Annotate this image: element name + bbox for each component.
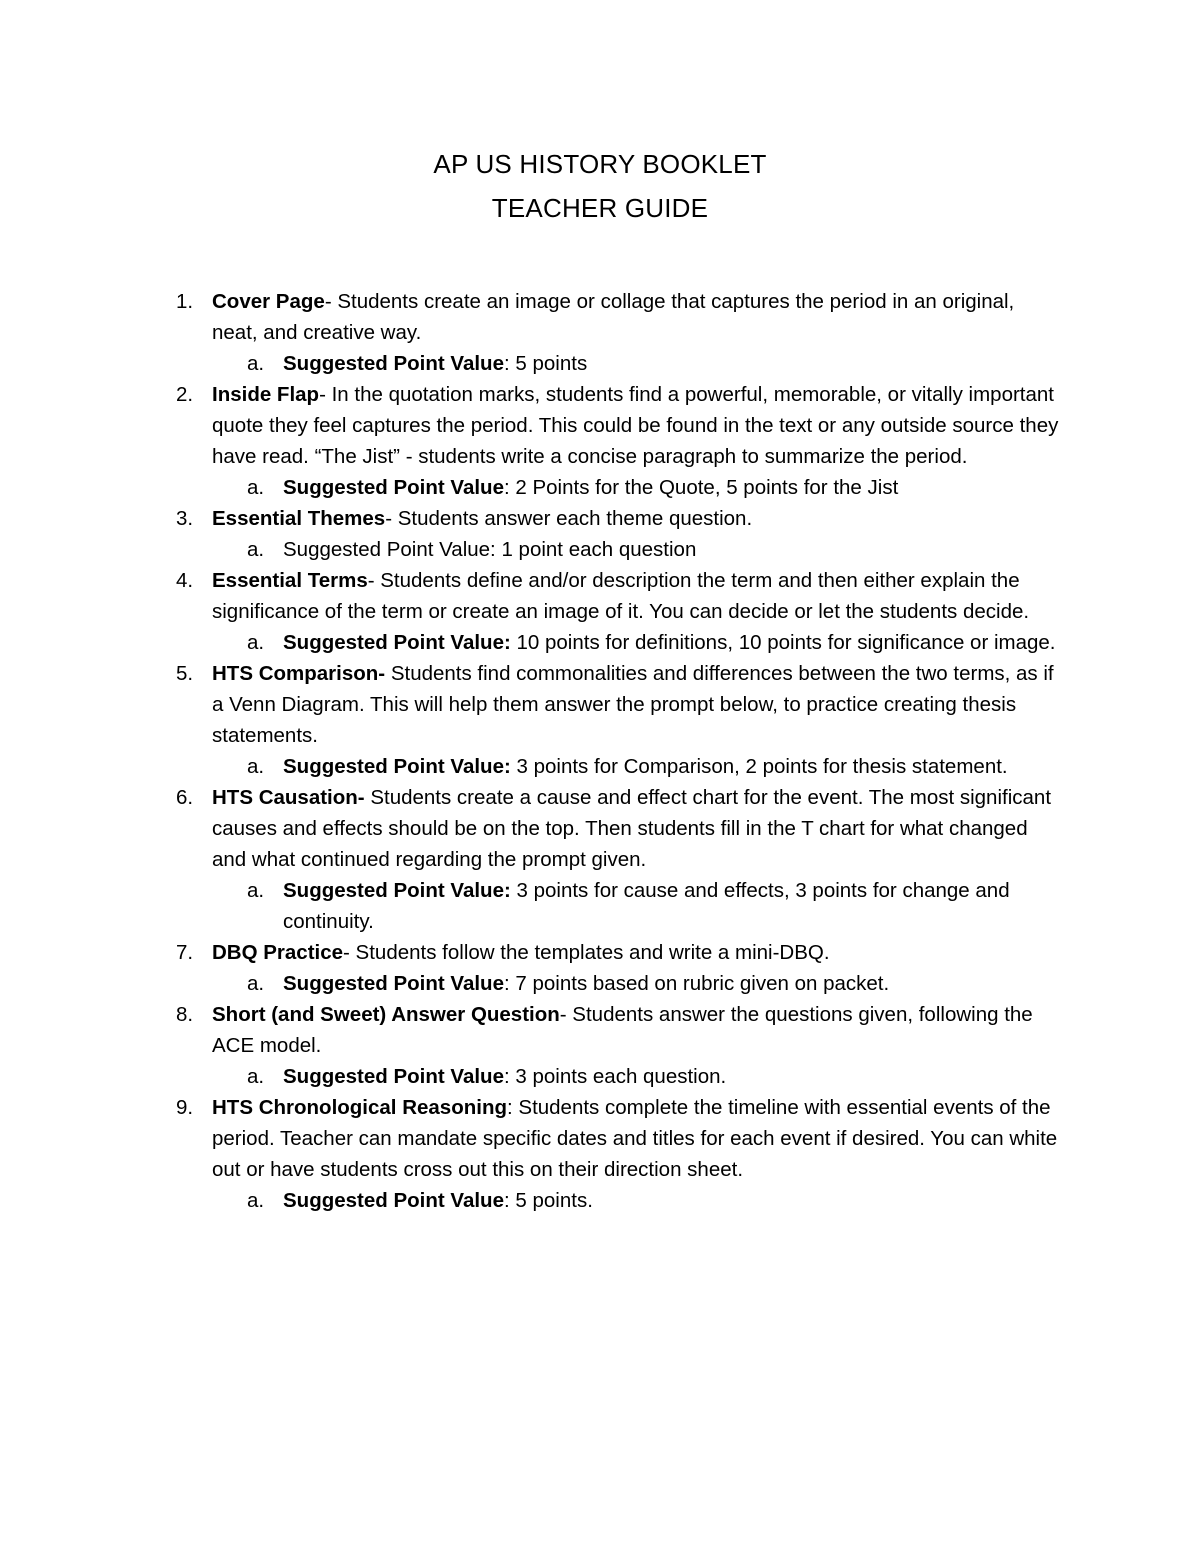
item-number: 4. [176, 569, 194, 592]
point-value-label: Suggested Point Value [283, 1065, 504, 1088]
item-number: 8. [176, 1003, 194, 1026]
item-number: 9. [176, 1096, 194, 1119]
point-value-label: Suggested Point Value: [283, 631, 511, 654]
item-description: - Students create an image or collage that captures the period in an original, neat, and creative way. [212, 290, 1015, 344]
item-term: HTS Chronological Reasoning [212, 1096, 507, 1119]
point-value-label: Suggested Point Value: [283, 879, 511, 902]
point-value-text: : 3 points each question. [504, 1065, 727, 1088]
item-term: Cover Page [212, 290, 325, 313]
point-value-label: Suggested Point Value [283, 972, 504, 995]
item-description: : Students complete the timeline with essential events of the period. Teacher can mandate specific dates and titles for each event if desired. You can white out or have students cross out this on their direction sheet. [212, 1096, 1058, 1181]
list-item [0, 1092, 1062, 1185]
point-value-label: Suggested Point Value [283, 476, 504, 499]
document-header [0, 142, 1200, 230]
list-item [0, 503, 1062, 534]
sub-item [0, 1061, 1063, 1092]
point-value-label: Suggested Point Value [283, 352, 504, 375]
item-description: - Students follow the templates and write a mini-DBQ. [343, 941, 830, 964]
item-term: HTS Comparison- [212, 662, 386, 685]
sub-item-letter: a. [247, 972, 265, 995]
list-item [0, 999, 1062, 1061]
point-value-text: : 7 points based on rubric given on packet. [504, 972, 890, 995]
point-value-text: Suggested Point Value: 1 point each question [283, 538, 697, 561]
sub-item-letter: a. [247, 1189, 265, 1212]
sub-item [0, 534, 1063, 565]
list-item [0, 565, 1062, 627]
list-item [0, 937, 1062, 968]
item-description: Students create a cause and effect chart for the event. The most significant causes and effects should be on the top. Then students fill in the T chart for what changed and what continued regarding the prompt given. [212, 786, 1052, 871]
item-number: 6. [176, 786, 194, 809]
sub-item [0, 1185, 1063, 1216]
sub-item [0, 751, 1063, 782]
list-item [0, 286, 1062, 348]
item-term: Inside Flap [212, 383, 320, 406]
item-number: 5. [176, 662, 194, 685]
item-number: 7. [176, 941, 194, 964]
point-value-text: 3 points for cause and effects, 3 points for change and continuity. [283, 879, 1010, 933]
sub-item-letter: a. [247, 631, 265, 654]
list-item [0, 782, 1062, 875]
list-item [0, 379, 1062, 472]
point-value-text: 3 points for Comparison, 2 points for thesis statement. [510, 755, 1008, 778]
sub-item-letter: a. [247, 1065, 265, 1088]
item-number: 2. [176, 383, 194, 406]
point-value-text: : 5 points [504, 352, 588, 375]
document-title: AP US HISTORY BOOKLET [433, 149, 767, 179]
sub-item-letter: a. [247, 352, 265, 375]
item-term: HTS Causation- [212, 786, 365, 809]
item-term: Essential Themes [212, 507, 386, 530]
item-description: Students find commonalities and differences between the two terms, as if a Venn Diagram. This will help them answer the prompt below, to practice creating thesis statements. [212, 662, 1054, 747]
item-description: - Students answer each theme question. [385, 507, 753, 530]
document-subtitle: TEACHER GUIDE [491, 193, 709, 223]
item-number: 3. [176, 507, 194, 530]
item-description: - In the quotation marks, students find a powerful, memorable, or vitally important quote they feel captures the period. This could be found in the text or any outside source they have read. “The Jist” - students write a concise paragraph to summarize the period. [212, 383, 1059, 468]
point-value-text: : 5 points. [504, 1189, 593, 1212]
sub-item-letter: a. [247, 538, 265, 561]
sub-item-letter: a. [247, 755, 265, 778]
sub-item [0, 968, 1063, 999]
item-description: - Students define and/or description the term and then either explain the significance of the term or create an image of it. You can decide or let the students decide. [212, 569, 1030, 623]
point-value-label: Suggested Point Value: [283, 755, 511, 778]
item-number: 1. [176, 290, 194, 313]
sub-item [0, 627, 1063, 658]
item-term: Essential Terms [212, 569, 368, 592]
point-value-text: : 2 Points for the Quote, 5 points for the Jist [504, 476, 899, 499]
item-term: DBQ Practice [212, 941, 344, 964]
sub-item [0, 472, 1063, 503]
guide-list [0, 286, 1200, 1216]
list-item [0, 658, 1062, 751]
item-term: Short (and Sweet) Answer Question [212, 1003, 560, 1026]
sub-item-letter: a. [247, 476, 265, 499]
point-value-text: 10 points for definitions, 10 points for significance or image. [510, 631, 1056, 654]
sub-item-letter: a. [247, 879, 265, 902]
sub-item [0, 875, 1063, 937]
item-description: - Students answer the questions given, following the ACE model. [212, 1003, 1033, 1057]
point-value-label: Suggested Point Value [283, 1189, 504, 1212]
sub-item [0, 348, 1063, 379]
